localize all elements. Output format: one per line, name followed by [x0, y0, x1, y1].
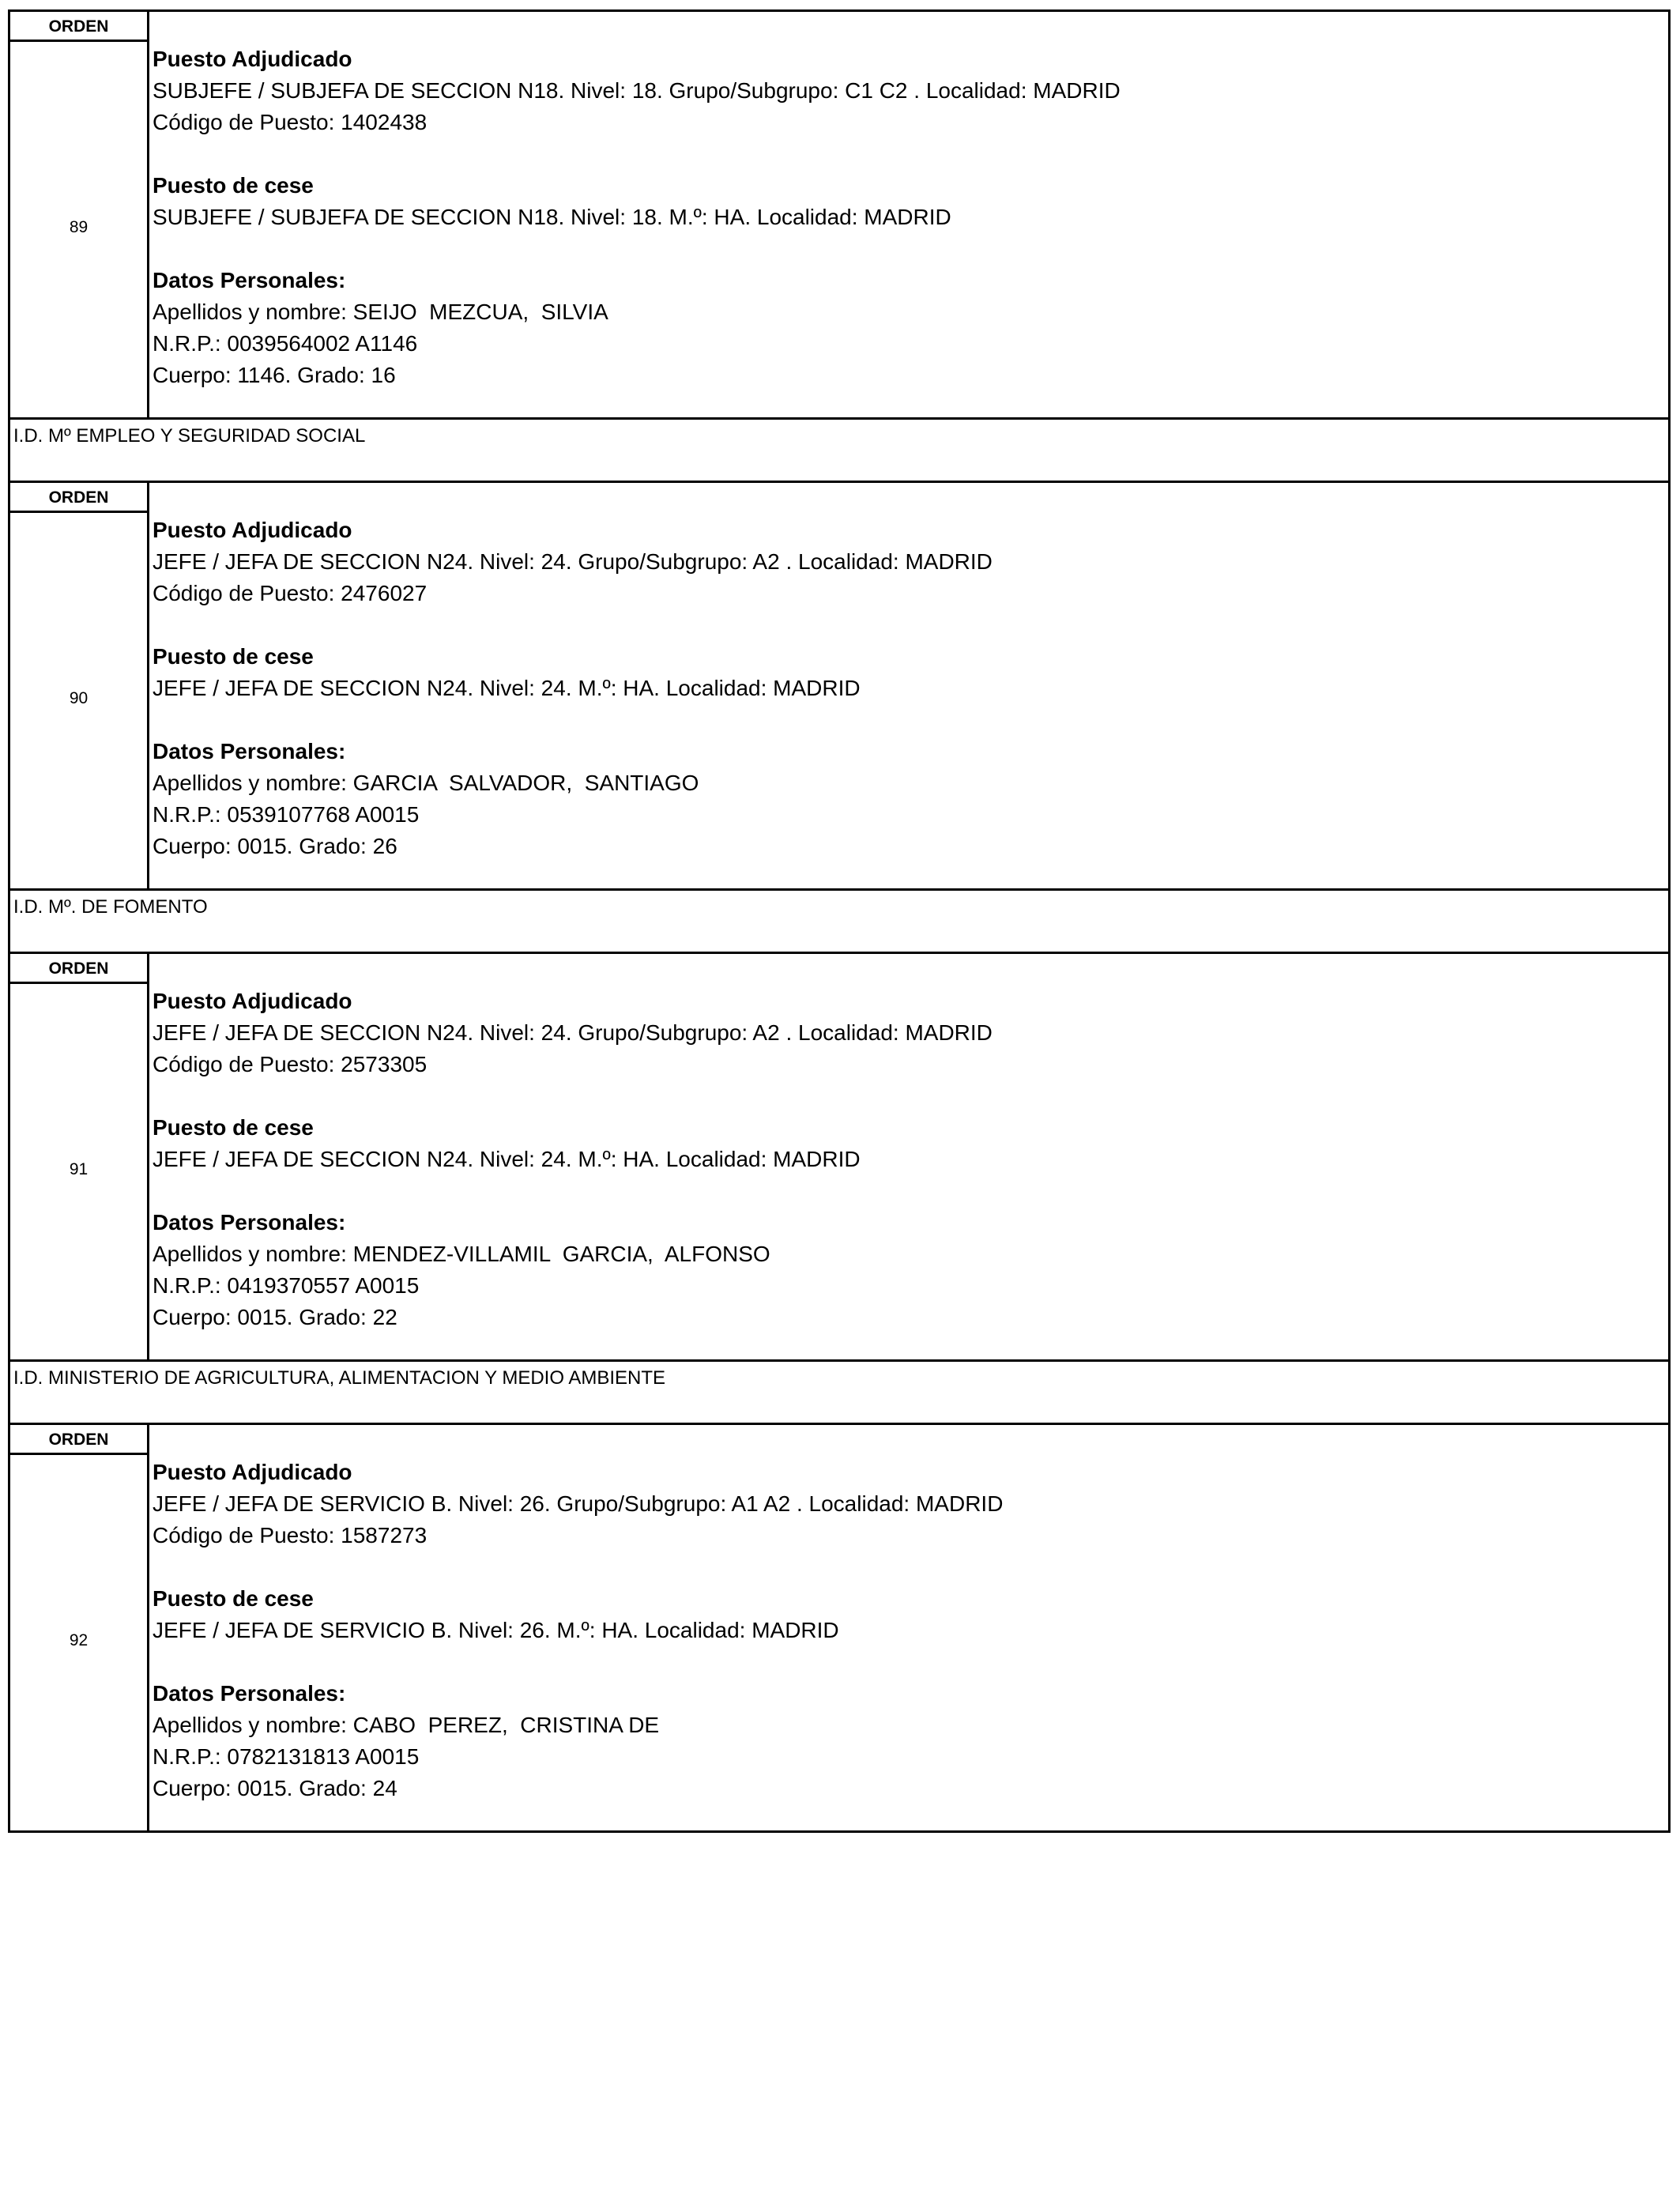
nrp: N.R.P.: 0782131813 A0015 [153, 1744, 420, 1769]
puesto-cese-description: JEFE / JEFA DE SECCION N24. Nivel: 24. M.º: HA. Localidad: MADRID [153, 1147, 861, 1171]
puesto-cese-heading: Puesto de cese [153, 173, 314, 198]
spacer [153, 1551, 1668, 1583]
spacer [153, 1646, 1668, 1678]
puesto-cese-description: SUBJEFE / SUBJEFA DE SECCION N18. Nivel: 18. M.º: HA. Localidad: MADRID [153, 205, 951, 229]
section-heading: I.D. MINISTERIO DE AGRICULTURA, ALIMENTACION Y MEDIO AMBIENTE [8, 1359, 1671, 1425]
spacer [153, 1080, 1668, 1112]
apellidos-nombre: Apellidos y nombre: GARCIA SALVADOR, SANTIAGO [153, 771, 699, 795]
puesto-adjudicado-heading: Puesto Adjudicado [153, 989, 352, 1013]
datos-personales-heading: Datos Personales: [153, 1681, 346, 1706]
apellidos-nombre: Apellidos y nombre: MENDEZ-VILLAMIL GARCIA, ALFONSO [153, 1242, 770, 1266]
datos-personales-heading: Datos Personales: [153, 739, 346, 763]
orden-column [10, 483, 149, 888]
codigo-puesto: Código de Puesto: 2476027 [153, 581, 428, 605]
orden-number: 91 [69, 1159, 89, 1178]
orden-header: ORDEN [10, 12, 147, 42]
puesto-adjudicado-description: JEFE / JEFA DE SECCION N24. Nivel: 24. Grupo/Subgrupo: A2 . Localidad: MADRID [153, 549, 993, 574]
entry-content [149, 12, 1668, 417]
document-table [8, 9, 1671, 1833]
spacer [153, 704, 1668, 736]
datos-personales-heading: Datos Personales: [153, 268, 346, 292]
datos-personales-heading: Datos Personales: [153, 1210, 346, 1235]
entry-content [149, 483, 1668, 888]
orden-header: ORDEN [10, 483, 147, 513]
cuerpo-grado: Cuerpo: 1146. Grado: 16 [153, 363, 396, 387]
entry-block [8, 481, 1671, 891]
puesto-adjudicado-heading: Puesto Adjudicado [153, 1460, 352, 1484]
orden-number: 89 [69, 217, 89, 236]
orden-column [10, 12, 149, 417]
entry-block [8, 1423, 1671, 1833]
section-heading: I.D. Mº EMPLEO Y SEGURIDAD SOCIAL [8, 417, 1671, 483]
puesto-adjudicado-description: JEFE / JEFA DE SERVICIO B. Nivel: 26. Grupo/Subgrupo: A1 A2 . Localidad: MADRID [153, 1491, 1004, 1516]
puesto-cese-description: JEFE / JEFA DE SECCION N24. Nivel: 24. M.º: HA. Localidad: MADRID [153, 676, 861, 700]
nrp: N.R.P.: 0419370557 A0015 [153, 1273, 420, 1298]
apellidos-nombre: Apellidos y nombre: CABO PEREZ, CRISTINA DE [153, 1713, 660, 1737]
entry-block [8, 9, 1671, 420]
cuerpo-grado: Cuerpo: 0015. Grado: 22 [153, 1305, 397, 1329]
puesto-cese-heading: Puesto de cese [153, 644, 314, 669]
nrp: N.R.P.: 0539107768 A0015 [153, 802, 420, 827]
puesto-adjudicado-heading: Puesto Adjudicado [153, 47, 352, 71]
entry-content [149, 1425, 1668, 1830]
apellidos-nombre: Apellidos y nombre: SEIJO MEZCUA, SILVIA [153, 300, 608, 324]
cuerpo-grado: Cuerpo: 0015. Grado: 26 [153, 834, 397, 858]
nrp: N.R.P.: 0039564002 A1146 [153, 331, 418, 356]
puesto-adjudicado-description: JEFE / JEFA DE SECCION N24. Nivel: 24. Grupo/Subgrupo: A2 . Localidad: MADRID [153, 1020, 993, 1045]
codigo-puesto: Código de Puesto: 2573305 [153, 1052, 428, 1076]
puesto-cese-heading: Puesto de cese [153, 1586, 314, 1611]
spacer [153, 138, 1668, 170]
spacer [153, 1175, 1668, 1207]
orden-number: 92 [69, 1630, 89, 1649]
orden-column [10, 954, 149, 1359]
spacer [153, 609, 1668, 641]
spacer [153, 233, 1668, 265]
orden-number: 90 [69, 688, 89, 707]
orden-column [10, 1425, 149, 1830]
orden-header: ORDEN [10, 954, 147, 984]
orden-header: ORDEN [10, 1425, 147, 1455]
codigo-puesto: Código de Puesto: 1587273 [153, 1523, 428, 1547]
entry-content [149, 954, 1668, 1359]
codigo-puesto: Código de Puesto: 1402438 [153, 110, 428, 134]
puesto-adjudicado-description: SUBJEFE / SUBJEFA DE SECCION N18. Nivel: 18. Grupo/Subgrupo: C1 C2 . Localidad: MADRID [153, 78, 1121, 103]
puesto-cese-heading: Puesto de cese [153, 1115, 314, 1140]
section-heading: I.D. Mº. DE FOMENTO [8, 888, 1671, 954]
cuerpo-grado: Cuerpo: 0015. Grado: 24 [153, 1776, 397, 1800]
entry-block [8, 952, 1671, 1362]
puesto-adjudicado-heading: Puesto Adjudicado [153, 518, 352, 542]
puesto-cese-description: JEFE / JEFA DE SERVICIO B. Nivel: 26. M.º: HA. Localidad: MADRID [153, 1618, 839, 1642]
